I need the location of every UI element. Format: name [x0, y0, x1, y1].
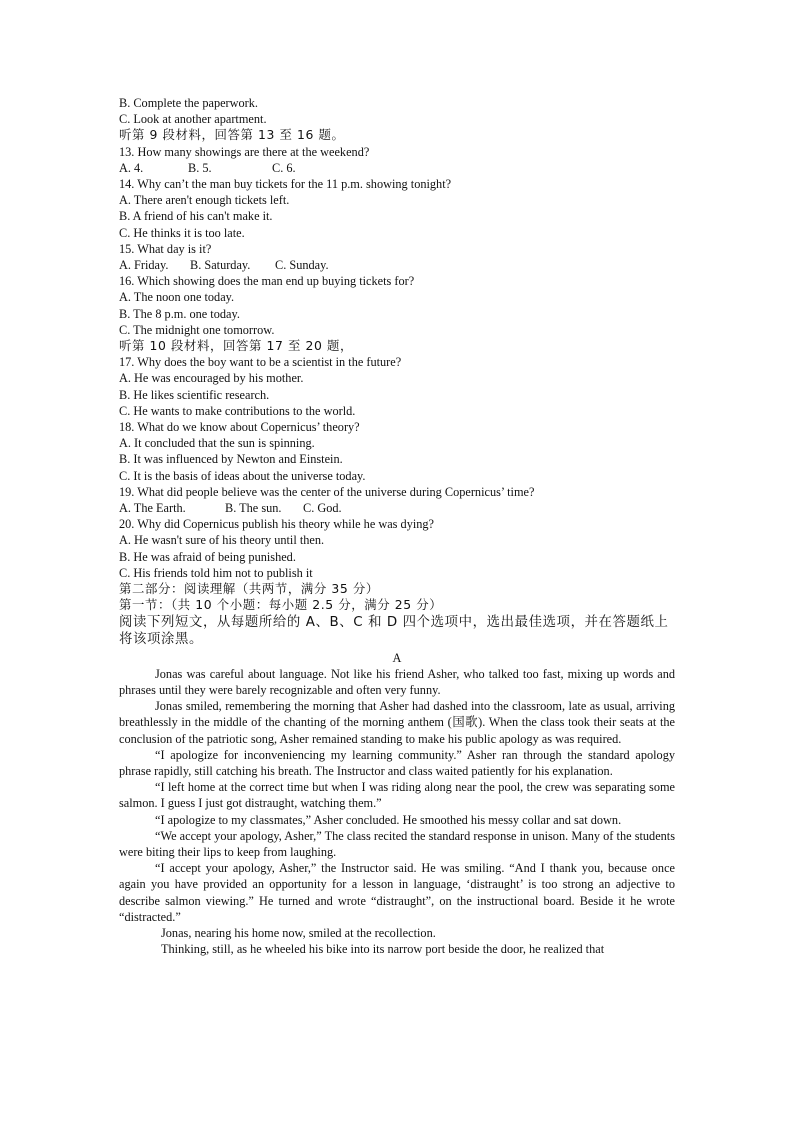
section9-header: 听第 9 段材料，回答第 13 至 16 题。: [119, 127, 345, 143]
q18-option-a: A. It concluded that the sun is spinning.: [119, 436, 315, 451]
q13-option-a: A. 4.: [119, 160, 144, 175]
passage-paragraph: “I left home at the correct time but when I was riding along near the pool, the crew was separating some salmon. I guess I just got distraught, watching them.”: [119, 780, 675, 811]
q14-option-c: C. He thinks it is too late.: [119, 225, 245, 240]
q16-option-b: B. The 8 p.m. one today.: [119, 306, 240, 321]
q19-option-b: B. The sun.: [225, 501, 282, 516]
q17-question: 17. Why does the boy want to be a scientist in the future?: [119, 355, 402, 370]
part2-instruction: 阅读下列短文，从每题所给的 A、B、C 和 D 四个选项中，选出最佳选项，并在答题纸上将该项涂黑。: [119, 614, 669, 647]
q19-option-c: C. God.: [303, 501, 342, 516]
q13-question: 13. How many showings are there at the weekend?: [119, 144, 370, 159]
q15-option-c: C. Sunday.: [275, 258, 329, 273]
part2-subheading: 第一节：（共 10 个小题：每小题 2.5 分，满分 25 分）: [119, 597, 443, 613]
q17-option-a: A. He was encouraged by his mother.: [119, 371, 304, 386]
q16-question: 16. Which showing does the man end up buying tickets for?: [119, 274, 415, 289]
q19-option-a: A. The Earth.: [119, 501, 186, 516]
q16-option-c: C. The midnight one tomorrow.: [119, 322, 275, 337]
q12-option-b: B. Complete the paperwork.: [119, 96, 258, 110]
passage-paragraph: Thinking, still, as he wheeled his bike into its narrow port beside the door, he realized that: [161, 942, 605, 957]
q15-option-b: B. Saturday.: [190, 258, 251, 273]
passage-paragraph: “I apologize to my classmates,” Asher concluded. He smoothed his messy collar and sat down.: [155, 812, 622, 827]
passage-paragraph: Jonas was careful about language. Not like his friend Asher, who talked too fast, mixing up words and phrases until they were barely recognizable and often very funny.: [119, 666, 675, 697]
q18-question: 18. What do we know about Copernicus’ theory?: [119, 420, 360, 435]
q19-question: 19. What did people believe was the center of the universe during Copernicus’ time?: [119, 484, 535, 499]
q20-option-b: B. He was afraid of being punished.: [119, 549, 296, 564]
q14-option-b: B. A friend of his can't make it.: [119, 209, 273, 224]
q13-option-b: B. 5.: [188, 160, 212, 175]
q15-question: 15. What day is it?: [119, 241, 212, 256]
q18-option-c: C. It is the basis of ideas about the universe today.: [119, 468, 366, 483]
q14-question: 14. Why can’t the man buy tickets for the 11 p.m. showing tonight?: [119, 177, 452, 192]
passage-paragraph: “I apologize for inconveniencing my learning community.” Asher ran through the standard apology phrase rapidly, still catching his breath. The Instructor and class waited patiently for his explanation.: [119, 747, 675, 778]
q19-options: [119, 500, 675, 516]
q20-option-c: C. His friends told him not to publish it: [119, 565, 313, 580]
q16-option-a: A. The noon one today.: [119, 290, 235, 305]
q13-option-c: C. 6.: [272, 160, 296, 175]
passage-title: A: [392, 650, 402, 665]
exam-page: [119, 95, 675, 957]
part2-heading: 第二部分：阅读理解（共两节，满分 35 分）: [119, 581, 379, 597]
passage-paragraph: “We accept your apology, Asher,” The class recited the standard response in unison. Many of the students were biting their lips to keep from laughing.: [119, 828, 675, 859]
q18-option-b: B. It was influenced by Newton and Einstein.: [119, 452, 343, 467]
section10-header: 听第 10 段材料，回答第 17 至 20 题，: [119, 338, 354, 354]
q13-options: [119, 160, 675, 176]
q20-question: 20. Why did Copernicus publish his theory while he was dying?: [119, 517, 435, 532]
q20-option-a: A. He wasn't sure of his theory until then.: [119, 533, 325, 548]
passage-paragraph: Jonas smiled, remembering the morning that Asher had dashed into the classroom, late as usual, arriving breathlessly in the middle of the chanting of the morning anthem (国歌). When the class took their seats at the conclusion of the patriotic song, Asher remained standing to make his public apology as was required.: [119, 699, 675, 746]
passage-paragraph: Jonas, nearing his home now, smiled at the recollection.: [161, 925, 436, 940]
q14-option-a: A. There aren't enough tickets left.: [119, 193, 290, 208]
q15-option-a: A. Friday.: [119, 258, 169, 273]
passage-paragraph: “I accept your apology, Asher,” the Instructor said. He was smiling. “And I thank you, because once again you have provided an opportunity for a lesson in language, ‘distraught’ is too strong an adjective to describe salmon viewing.” He turned and wrote “distraught”, on the instructional board. Beside it he wrote “distracted.”: [119, 861, 675, 924]
q17-option-b: B. He likes scientific research.: [119, 387, 270, 402]
q15-options: [119, 257, 675, 273]
q12-option-c: C. Look at another apartment.: [119, 112, 267, 127]
q17-option-c: C. He wants to make contributions to the world.: [119, 403, 356, 418]
